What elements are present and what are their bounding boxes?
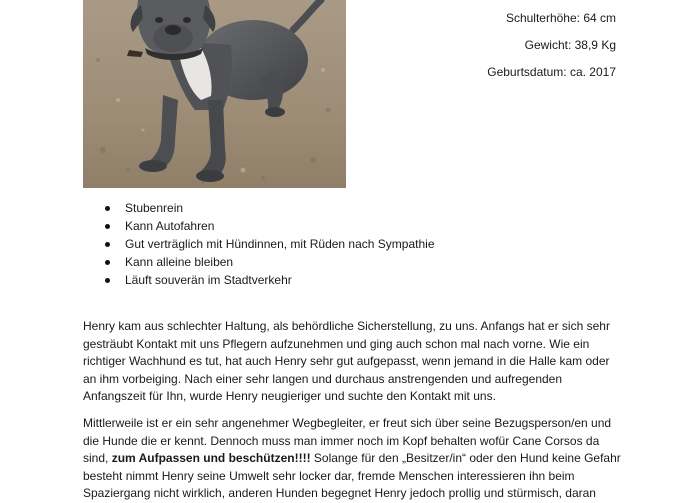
dog-illustration (83, 0, 346, 188)
list-item: Kann Autofahren (105, 217, 435, 235)
paragraph-history: Henry kam aus schlechter Haltung, als behördliche Sicherstellung, zu uns. Anfangs hat er sich sehr gesträubt Kontakt mit uns Pflegern aufzunehmen und ging auch schon mal nach vorne. Wie ein richtiger Wachhund es tut, hat auch Henry sehr gut aufgepasst, wenn jemand in die Halle kam oder an ihm vorbeiging. Nach einer sehr langen und durchaus anstrengenden und aufregenden Anfangszeit für Ihn, wurde Henry neugieriger und suchte den Kontakt mit uns. (83, 319, 610, 404)
paragraph-character (83, 415, 623, 503)
shoulder-height: Schulterhöhe: 64 cm (505, 11, 616, 25)
paragraph-text-before: Mittlerweile ist er ein sehr angenehmer Wegbegleiter, er freut sich über seine Bezugsperson/en und die Hunde die er kennt. Dennoch muss man immer noch im Kopf behalten wofür Cane Corsos da sind, (83, 416, 612, 466)
paragraph-text-after: Solange für den „Besitzer/in“ oder den Hund keine Gefahr besteht nimmt Henry seine Umwelt sehr locker dar, fremde Menschen interessieren ihn beim Spaziergang nicht wirklich, anderen Hunden begegnet Henry jedoch prollig und stürmisch, daran (83, 451, 621, 501)
dog-photo (83, 0, 346, 188)
list-item: Kann alleine bleiben (105, 253, 435, 271)
list-item: Stubenrein (105, 199, 435, 217)
list-item: Läuft souverän im Stadtverkehr (105, 271, 435, 289)
paragraph-bold-text: zum Aufpassen und beschützen!!!! (111, 451, 311, 466)
birth-date: Geburtsdatum: ca. 2017 (487, 65, 616, 79)
weight: Gewicht: 38,9 Kg (524, 38, 616, 52)
dog-facts (487, 12, 616, 93)
traits-list (105, 199, 435, 289)
list-item: Gut verträglich mit Hündinnen, mit Rüden nach Sympathie (105, 235, 435, 253)
